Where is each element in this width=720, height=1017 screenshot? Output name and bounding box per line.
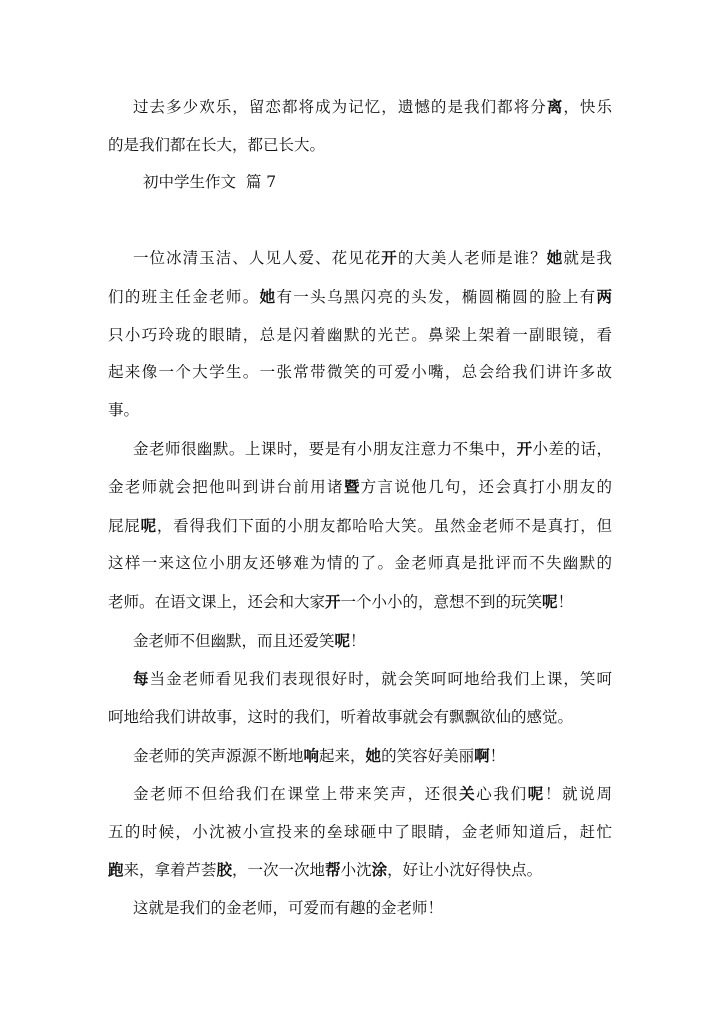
- text-line: [108, 430, 612, 469]
- text-line: [108, 890, 612, 928]
- text-run: 起来，: [319, 746, 366, 765]
- text-run: 金老师不但幽默，而且还爱笑: [133, 631, 335, 650]
- intro-paragraph: [108, 88, 612, 164]
- text-run: ！: [489, 746, 506, 765]
- text-run: ！就说周: [544, 785, 612, 804]
- bold-text: 呢: [527, 784, 545, 804]
- text-line: [108, 699, 612, 737]
- text-run: 就是我: [563, 249, 612, 268]
- text-run: 金老师很幽默。上课时，要是有小朋友注意力不集中，: [133, 439, 517, 458]
- text-line: [108, 545, 612, 583]
- text-run: 这就是我们的金老师，可爱而有趣的金老师！: [133, 899, 444, 918]
- text-run: ！: [557, 593, 574, 612]
- bold-text: 关: [459, 784, 477, 804]
- bold-text: 呢: [140, 515, 157, 535]
- bold-text: 开: [325, 592, 341, 612]
- text-run: ，看得我们下面的小朋友都哈哈大笑。虽然金老师不是真打，但: [156, 516, 612, 535]
- text-line: [108, 851, 612, 890]
- paragraph: [108, 737, 612, 776]
- bold-text: 她: [259, 287, 277, 307]
- text-line: [108, 468, 612, 507]
- text-run: ！: [350, 631, 366, 650]
- bold-text: 开: [516, 438, 533, 458]
- text-line: [108, 660, 612, 699]
- text-run: 来，拿着芦荟: [123, 861, 217, 880]
- text-line: [108, 507, 612, 546]
- text-line: [108, 88, 612, 127]
- text-run: 只小巧玲珑的眼睛，总是闪着幽默的光芒。鼻梁上架着一副眼镜，看: [108, 325, 612, 344]
- text-run: 的是我们都在长大，都已长大。: [108, 135, 326, 154]
- text-run: 方言说他几句，还会真打小朋友的: [360, 478, 612, 497]
- bold-text: 跑: [108, 860, 124, 880]
- text-run: 的笑容好美丽: [381, 746, 475, 765]
- text-run: 呵地给我们讲故事，这时的我们，听着故事就会有飘飘欲仙的感觉。: [108, 707, 574, 726]
- text-run: ，一次一次地: [232, 861, 326, 880]
- bold-text: 她: [546, 248, 564, 268]
- text-run: 一个小小的，意想不到的玩笑: [340, 593, 543, 612]
- text-run: 的大美人老师是谁？: [397, 249, 547, 268]
- paragraph: [108, 430, 612, 622]
- text-run: 金老师不但给我们在课堂上带来笑声，还很: [133, 785, 460, 804]
- bold-text: 每: [133, 669, 150, 689]
- text-run: 这样一来这位小朋友还够难为情的了。金老师真是批评而不失幽默的: [108, 554, 612, 573]
- text-line: [108, 354, 612, 392]
- bold-text: 两: [596, 287, 612, 307]
- text-run: 一位冰清玉洁、人见人爱、花见花: [133, 249, 382, 268]
- text-run: 金老师的笑声源源不断地: [133, 746, 304, 765]
- essay-body: [108, 239, 612, 927]
- text-line: [108, 392, 612, 430]
- text-run: 老师。在语文课上，还会和大家: [108, 593, 326, 612]
- text-line: [108, 127, 612, 165]
- text-run: 起来像一个大学生。一张常带微笑的可爱小嘴，总会给我们讲许多故: [108, 363, 612, 382]
- text-line: [108, 583, 612, 622]
- paragraph: [108, 890, 612, 928]
- text-run: 们的班主任金老师。: [108, 288, 260, 307]
- text-line: [108, 775, 612, 814]
- bold-text: 呢: [542, 592, 558, 612]
- document-body: [108, 88, 612, 928]
- text-run: 小沈: [340, 861, 372, 880]
- bold-text: 响: [303, 745, 320, 765]
- text-run: 有一头乌黑闪亮的头发，椭圆椭圆的脸上有: [276, 288, 597, 307]
- text-run: ，好让小沈好得快点。: [387, 861, 543, 880]
- text-line: [108, 239, 612, 278]
- bold-text: 她: [365, 745, 382, 765]
- section-heading: 初中学生作文 篇 7: [143, 173, 277, 192]
- text-run: 过去多少欢乐，留恋都将成为记忆，遗憾的是我们都将分: [133, 98, 547, 116]
- text-line: [108, 622, 612, 661]
- bold-text: 离: [546, 97, 564, 116]
- text-run: 屁屁: [108, 516, 141, 535]
- text-run: 五的时候，小沈被小宣投来的垒球砸中了眼睛，金老师知道后，赶忙: [108, 822, 612, 841]
- text-run: 金老师就会把他叫到讲台前用诸: [108, 478, 344, 497]
- text-line: [108, 814, 612, 852]
- bold-text: 呢: [334, 630, 351, 650]
- bold-text: 啊: [474, 745, 490, 765]
- text-run: 心我们: [476, 785, 528, 804]
- bold-text: 开: [381, 248, 398, 268]
- text-run: 当金老师看见我们表现很好时，就会笑呵呵地给我们上课，笑呵: [149, 670, 612, 689]
- text-run: 事。: [108, 400, 140, 419]
- text-run: ，快乐: [563, 98, 612, 116]
- paragraph: [108, 775, 612, 890]
- text-line: [108, 317, 612, 355]
- bold-text: 涂: [371, 860, 388, 880]
- bold-text: 帮: [325, 860, 341, 880]
- bold-text: 胶: [216, 860, 233, 880]
- text-line: [108, 737, 612, 776]
- bold-text: 暨: [343, 477, 361, 497]
- paragraph: [108, 660, 612, 736]
- paragraph: [108, 622, 612, 661]
- text-line: [108, 278, 612, 317]
- paragraph: [108, 239, 612, 429]
- text-run: 小差的话，: [532, 439, 612, 458]
